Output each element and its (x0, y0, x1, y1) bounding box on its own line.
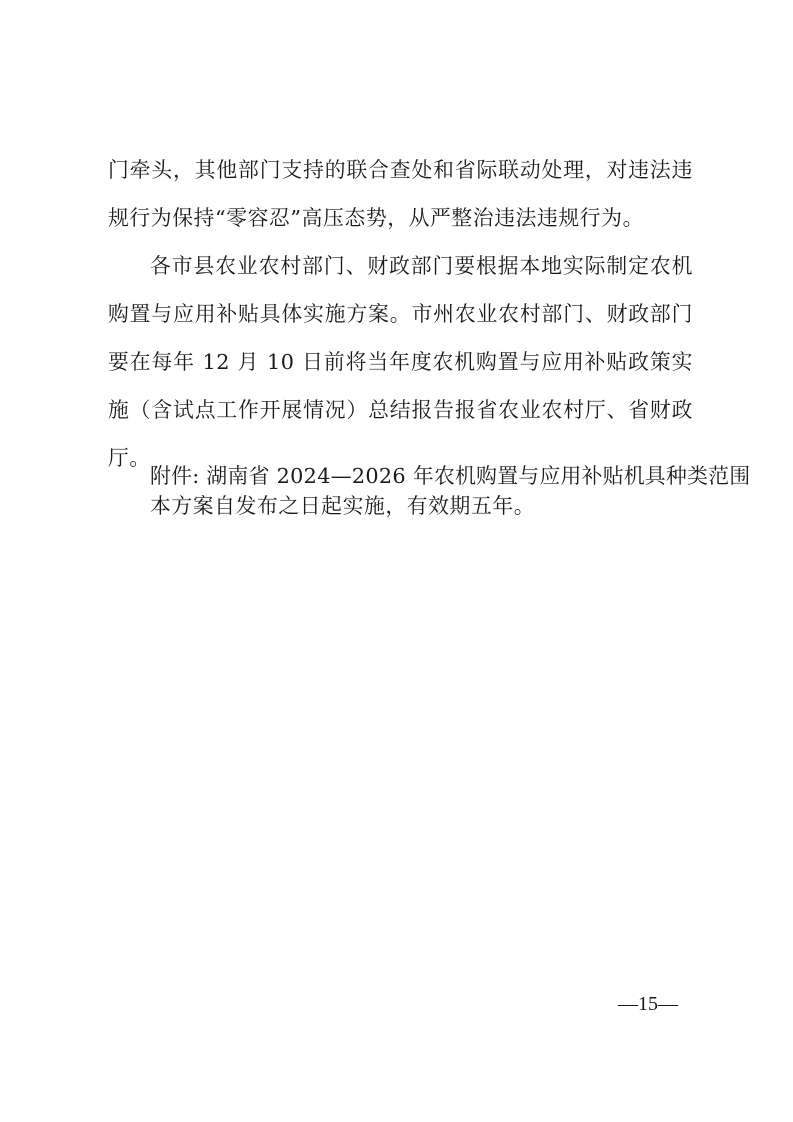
page-number: —15— (618, 993, 678, 1015)
paragraph-implementation-plan: 各市县农业农村部门、财政部门要根据本地实际制定农机购置与应用补贴具体实施方案。市州农业农村部门、财政部门要在每年 12 月 10 日前将当年度农机购置与应用补贴政策实施（含试点工作开展情况）总结报告报省农业农村厅、省财政厅。 (108, 254, 693, 470)
paragraph-continuation: 门牵头，其他部门支持的联合查处和省际联动处理，对违法违规行为保持“零容忍”高压态势，从严整治违法违规行为。 (108, 158, 693, 230)
paragraph-effective-period: 本方案自发布之日起实施，有效期五年。 (150, 494, 536, 518)
attachment-line: 附件: 湖南省 2024—2026 年农机购置与应用补贴机具种类范围 (150, 464, 751, 488)
